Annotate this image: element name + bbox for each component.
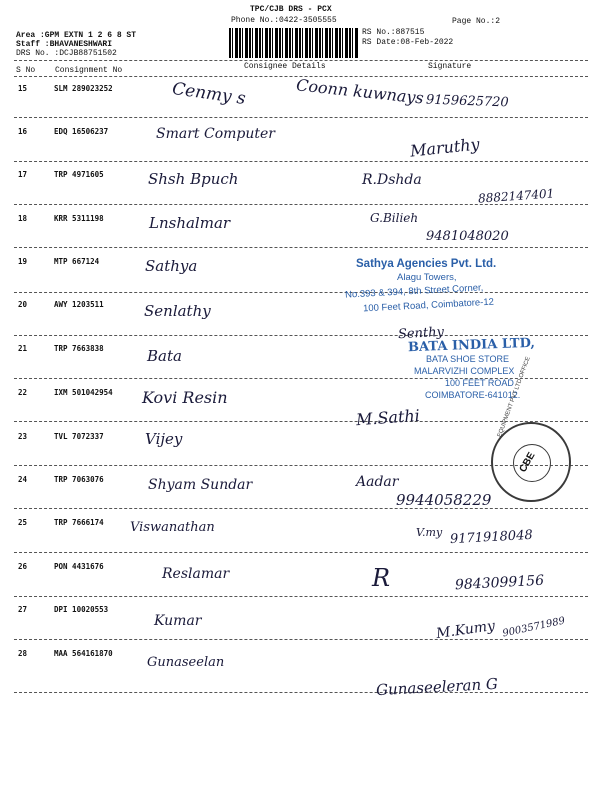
consignee-name: Smart Computer xyxy=(156,126,275,142)
drs-number: DRS No. :DCJB88751502 xyxy=(16,49,117,58)
bata-stamp-line: BATA SHOE STORE xyxy=(426,354,510,364)
consignee-name: Senlathy xyxy=(144,302,211,320)
table-row: 18 KRR 5311198 xyxy=(18,214,104,223)
phone-number: Phone No.:0422-3505555 xyxy=(231,16,337,25)
rs-number: RS No.:887515 xyxy=(362,28,425,37)
sathya-stamp-name: Sathya Agencies Pvt. Ltd. xyxy=(356,258,497,270)
sathya-stamp-line: No.393 & 394, 8th Street Corner, xyxy=(344,282,484,301)
row-divider xyxy=(14,552,588,553)
bata-stamp-line: COIMBATORE-641012. xyxy=(425,390,521,400)
phone-note: 9159625720 xyxy=(425,92,509,111)
consignee-name: Lnshalmar xyxy=(149,214,231,232)
header-divider xyxy=(14,60,588,61)
bata-stamp-name: BATA INDIA LTD, xyxy=(407,335,536,356)
consignee-name: Kumar xyxy=(154,613,202,629)
signature: Maruthy xyxy=(409,134,481,161)
table-row: 16 EDQ 16506237 xyxy=(18,127,109,136)
area-field: Area :GPM EXTN 1 2 6 8 ST xyxy=(16,31,137,40)
table-row: 23 TVL 7072337 xyxy=(18,432,104,441)
consignee-name: Gunaseelan xyxy=(147,655,225,670)
table-row: 21 TRP 7663838 xyxy=(18,344,104,353)
phone-note: 9944058229 xyxy=(396,491,492,509)
signature: G.Bilieh xyxy=(370,211,419,225)
table-row: 27 DPI 10020553 xyxy=(18,605,109,614)
column-consignment: Consignment No xyxy=(55,66,123,75)
seal-center-text: CBE xyxy=(517,450,538,475)
bata-stamp-line: MALARVIZHI COMPLEX xyxy=(414,366,515,376)
phone-note: 9843099156 xyxy=(454,572,545,594)
seal-ring-text: EQUIPMENT PVT LTD OFFICE xyxy=(497,356,532,439)
table-row: 24 TRP 7063076 xyxy=(18,475,104,484)
table-row: 19 MTP 667124 xyxy=(18,257,100,266)
table-row: 22 IXM 501042954 xyxy=(18,388,113,397)
signature: Coonn kuwnays xyxy=(295,75,425,108)
page-number: Page No.:2 xyxy=(452,17,501,26)
signature: M.Sathi xyxy=(355,405,421,430)
signature: R.Dshda xyxy=(362,172,422,188)
consignee-name: Kovi Resin xyxy=(142,388,228,407)
phone-note: 8882147401 xyxy=(477,186,555,206)
table-row: 15 SLM 289023252 xyxy=(18,84,113,93)
signature: M.Kumy xyxy=(435,617,496,643)
column-signature: Signature xyxy=(428,62,472,71)
consignee-name: Reslamar xyxy=(162,566,230,582)
column-sno: S No xyxy=(16,66,36,75)
row-divider xyxy=(14,292,588,293)
signature: Aadar xyxy=(356,474,399,490)
row-divider xyxy=(14,117,588,118)
staff-field: Staff :BHAVANESHWARI xyxy=(16,40,113,49)
signature: Senthy xyxy=(397,324,445,343)
column-consignee-details: Consignee Details xyxy=(244,62,326,71)
row-divider xyxy=(14,508,588,509)
consignee-name: Shyam Sundar xyxy=(148,477,253,493)
signature: R xyxy=(372,564,391,592)
drs-title: TPC/CJB DRS - PCX xyxy=(250,5,332,14)
phone-note: 9481048020 xyxy=(426,229,509,244)
barcode xyxy=(229,28,359,58)
rs-date: RS Date:08-Feb-2022 xyxy=(362,38,454,47)
row-divider xyxy=(14,247,588,248)
consignee-name: Cenmy s xyxy=(170,78,247,110)
phone-note: 9003571989 xyxy=(501,615,567,640)
consignee-name: Sathya xyxy=(145,257,198,275)
row-divider xyxy=(14,161,588,162)
signature: Gunaseeleran G xyxy=(375,674,499,700)
table-row: 25 TRP 7666174 xyxy=(18,518,104,527)
table-row: 17 TRP 4971605 xyxy=(18,170,104,179)
sathya-stamp-line: 100 Feet Road, Coimbatore-12 xyxy=(362,296,495,315)
consignee-name: Bata xyxy=(147,347,182,365)
row-divider xyxy=(14,596,588,597)
row-divider xyxy=(14,335,588,336)
consignee-name: Vijey xyxy=(145,430,183,448)
sathya-stamp-line: Alagu Towers, xyxy=(397,272,457,283)
row-divider xyxy=(14,639,588,640)
table-row: 28 MAA 564161870 xyxy=(18,649,113,658)
table-row: 20 AWY 1203511 xyxy=(18,300,104,309)
table-row: 26 PON 4431676 xyxy=(18,562,104,571)
bata-stamp-line: 100 FEET ROAD xyxy=(445,378,514,388)
consignee-name: Viswanathan xyxy=(130,520,215,535)
phone-note: 9171918048 xyxy=(449,527,534,548)
consignee-name: Shsh Bpuch xyxy=(148,170,239,188)
row-divider xyxy=(14,204,588,205)
signature: V.my xyxy=(416,526,443,539)
row-divider xyxy=(14,692,588,693)
